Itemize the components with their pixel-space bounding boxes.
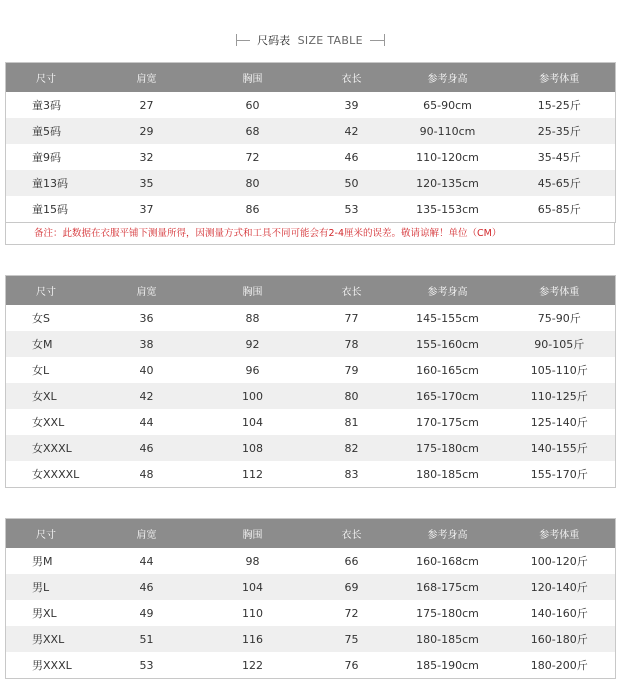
table-row (6, 626, 616, 652)
size-cell: 男M (6, 548, 100, 574)
table-header-row (6, 276, 616, 306)
table-row (6, 118, 616, 144)
title-right-tick (384, 34, 385, 46)
chest-cell: 122 (194, 652, 312, 679)
title-right-rule (370, 40, 384, 41)
table-header-row (6, 63, 616, 93)
size-cell: 女XXXL (6, 435, 100, 461)
length-cell: 39 (312, 92, 392, 118)
size-table-kids (5, 62, 616, 223)
title-cn: 尺码表 (257, 34, 291, 47)
weight-cell: 105-110斤 (504, 357, 616, 383)
length-cell: 72 (312, 600, 392, 626)
shoulder-cell: 29 (100, 118, 194, 144)
length-cell: 50 (312, 170, 392, 196)
chest-cell: 68 (194, 118, 312, 144)
weight-cell: 35-45斤 (504, 144, 616, 170)
header-length: 衣长 (312, 63, 392, 93)
length-cell: 46 (312, 144, 392, 170)
height-cell: 165-170cm (392, 383, 504, 409)
header-shoulder: 肩宽 (100, 519, 194, 549)
header-shoulder: 肩宽 (100, 276, 194, 306)
table-row (6, 600, 616, 626)
weight-cell: 75-90斤 (504, 305, 616, 331)
table-row (6, 409, 616, 435)
shoulder-cell: 35 (100, 170, 194, 196)
shoulder-cell: 46 (100, 435, 194, 461)
length-cell: 69 (312, 574, 392, 600)
weight-cell: 45-65斤 (504, 170, 616, 196)
chest-cell: 104 (194, 574, 312, 600)
height-cell: 135-153cm (392, 196, 504, 223)
size-cell: 童9码 (6, 144, 100, 170)
header-length: 衣长 (312, 519, 392, 549)
length-cell: 79 (312, 357, 392, 383)
height-cell: 160-168cm (392, 548, 504, 574)
header-length: 衣长 (312, 276, 392, 306)
length-cell: 82 (312, 435, 392, 461)
size-cell: 女L (6, 357, 100, 383)
header-size: 尺寸 (6, 276, 100, 306)
size-cell: 童5码 (6, 118, 100, 144)
header-chest: 胸围 (194, 63, 312, 93)
table-row (6, 461, 616, 488)
length-cell: 80 (312, 383, 392, 409)
height-cell: 65-90cm (392, 92, 504, 118)
height-cell: 170-175cm (392, 409, 504, 435)
header-chest: 胸围 (194, 276, 312, 306)
shoulder-cell: 44 (100, 409, 194, 435)
size-cell: 女XXL (6, 409, 100, 435)
size-cell: 童13码 (6, 170, 100, 196)
height-cell: 155-160cm (392, 331, 504, 357)
weight-cell: 120-140斤 (504, 574, 616, 600)
shoulder-cell: 27 (100, 92, 194, 118)
size-cell: 女S (6, 305, 100, 331)
height-cell: 145-155cm (392, 305, 504, 331)
header-chest: 胸围 (194, 519, 312, 549)
table-row (6, 574, 616, 600)
chest-cell: 116 (194, 626, 312, 652)
table-row (6, 196, 616, 223)
size-cell: 童15码 (6, 196, 100, 223)
height-cell: 180-185cm (392, 461, 504, 488)
weight-cell: 140-155斤 (504, 435, 616, 461)
chest-cell: 110 (194, 600, 312, 626)
size-cell: 男XL (6, 600, 100, 626)
header-size: 尺寸 (6, 519, 100, 549)
height-cell: 110-120cm (392, 144, 504, 170)
weight-cell: 25-35斤 (504, 118, 616, 144)
shoulder-cell: 51 (100, 626, 194, 652)
table-row (6, 144, 616, 170)
shoulder-cell: 46 (100, 574, 194, 600)
length-cell: 42 (312, 118, 392, 144)
weight-cell: 15-25斤 (504, 92, 616, 118)
weight-cell: 110-125斤 (504, 383, 616, 409)
table-row (6, 170, 616, 196)
table-row (6, 435, 616, 461)
height-cell: 185-190cm (392, 652, 504, 679)
length-cell: 81 (312, 409, 392, 435)
height-cell: 175-180cm (392, 435, 504, 461)
shoulder-cell: 32 (100, 144, 194, 170)
chest-cell: 86 (194, 196, 312, 223)
weight-cell: 140-160斤 (504, 600, 616, 626)
size-table-women (5, 275, 616, 488)
shoulder-cell: 38 (100, 331, 194, 357)
length-cell: 83 (312, 461, 392, 488)
height-cell: 90-110cm (392, 118, 504, 144)
chest-cell: 72 (194, 144, 312, 170)
weight-cell: 155-170斤 (504, 461, 616, 488)
measurement-note: 备注：此数据在衣服平铺下测量所得，因测量方式和工具不同可能会有2-4厘米的误差。敬请谅解！单位（CM） (5, 223, 615, 245)
height-cell: 175-180cm (392, 600, 504, 626)
height-cell: 180-185cm (392, 626, 504, 652)
size-cell: 男XXXL (6, 652, 100, 679)
chest-cell: 60 (194, 92, 312, 118)
header-height: 参考身高 (392, 63, 504, 93)
weight-cell: 125-140斤 (504, 409, 616, 435)
table-row (6, 383, 616, 409)
length-cell: 77 (312, 305, 392, 331)
table-row (6, 357, 616, 383)
chest-cell: 108 (194, 435, 312, 461)
table-row (6, 548, 616, 574)
shoulder-cell: 48 (100, 461, 194, 488)
table-row (6, 652, 616, 679)
weight-cell: 180-200斤 (504, 652, 616, 679)
header-size: 尺寸 (6, 63, 100, 93)
size-cell: 女XL (6, 383, 100, 409)
length-cell: 76 (312, 652, 392, 679)
chest-cell: 96 (194, 357, 312, 383)
height-cell: 120-135cm (392, 170, 504, 196)
header-weight: 参考体重 (504, 63, 616, 93)
height-cell: 168-175cm (392, 574, 504, 600)
size-cell: 女XXXXL (6, 461, 100, 488)
shoulder-cell: 40 (100, 357, 194, 383)
size-cell: 男L (6, 574, 100, 600)
shoulder-cell: 42 (100, 383, 194, 409)
header-weight: 参考体重 (504, 519, 616, 549)
header-height: 参考身高 (392, 519, 504, 549)
weight-cell: 100-120斤 (504, 548, 616, 574)
size-cell: 男XXL (6, 626, 100, 652)
shoulder-cell: 37 (100, 196, 194, 223)
table-row (6, 331, 616, 357)
chest-cell: 80 (194, 170, 312, 196)
height-cell: 160-165cm (392, 357, 504, 383)
size-table-men (5, 518, 616, 679)
chest-cell: 104 (194, 409, 312, 435)
size-table-title (0, 30, 620, 52)
weight-cell: 90-105斤 (504, 331, 616, 357)
table-header-row (6, 519, 616, 549)
chest-cell: 100 (194, 383, 312, 409)
length-cell: 53 (312, 196, 392, 223)
shoulder-cell: 49 (100, 600, 194, 626)
length-cell: 66 (312, 548, 392, 574)
shoulder-cell: 36 (100, 305, 194, 331)
chest-cell: 88 (194, 305, 312, 331)
shoulder-cell: 44 (100, 548, 194, 574)
weight-cell: 65-85斤 (504, 196, 616, 223)
chest-cell: 98 (194, 548, 312, 574)
header-height: 参考身高 (392, 276, 504, 306)
header-shoulder: 肩宽 (100, 63, 194, 93)
length-cell: 78 (312, 331, 392, 357)
table-row (6, 305, 616, 331)
title-en: SIZE TABLE (297, 34, 363, 47)
weight-cell: 160-180斤 (504, 626, 616, 652)
chest-cell: 92 (194, 331, 312, 357)
header-weight: 参考体重 (504, 276, 616, 306)
shoulder-cell: 53 (100, 652, 194, 679)
size-cell: 女M (6, 331, 100, 357)
table-row (6, 92, 616, 118)
size-cell: 童3码 (6, 92, 100, 118)
chest-cell: 112 (194, 461, 312, 488)
length-cell: 75 (312, 626, 392, 652)
